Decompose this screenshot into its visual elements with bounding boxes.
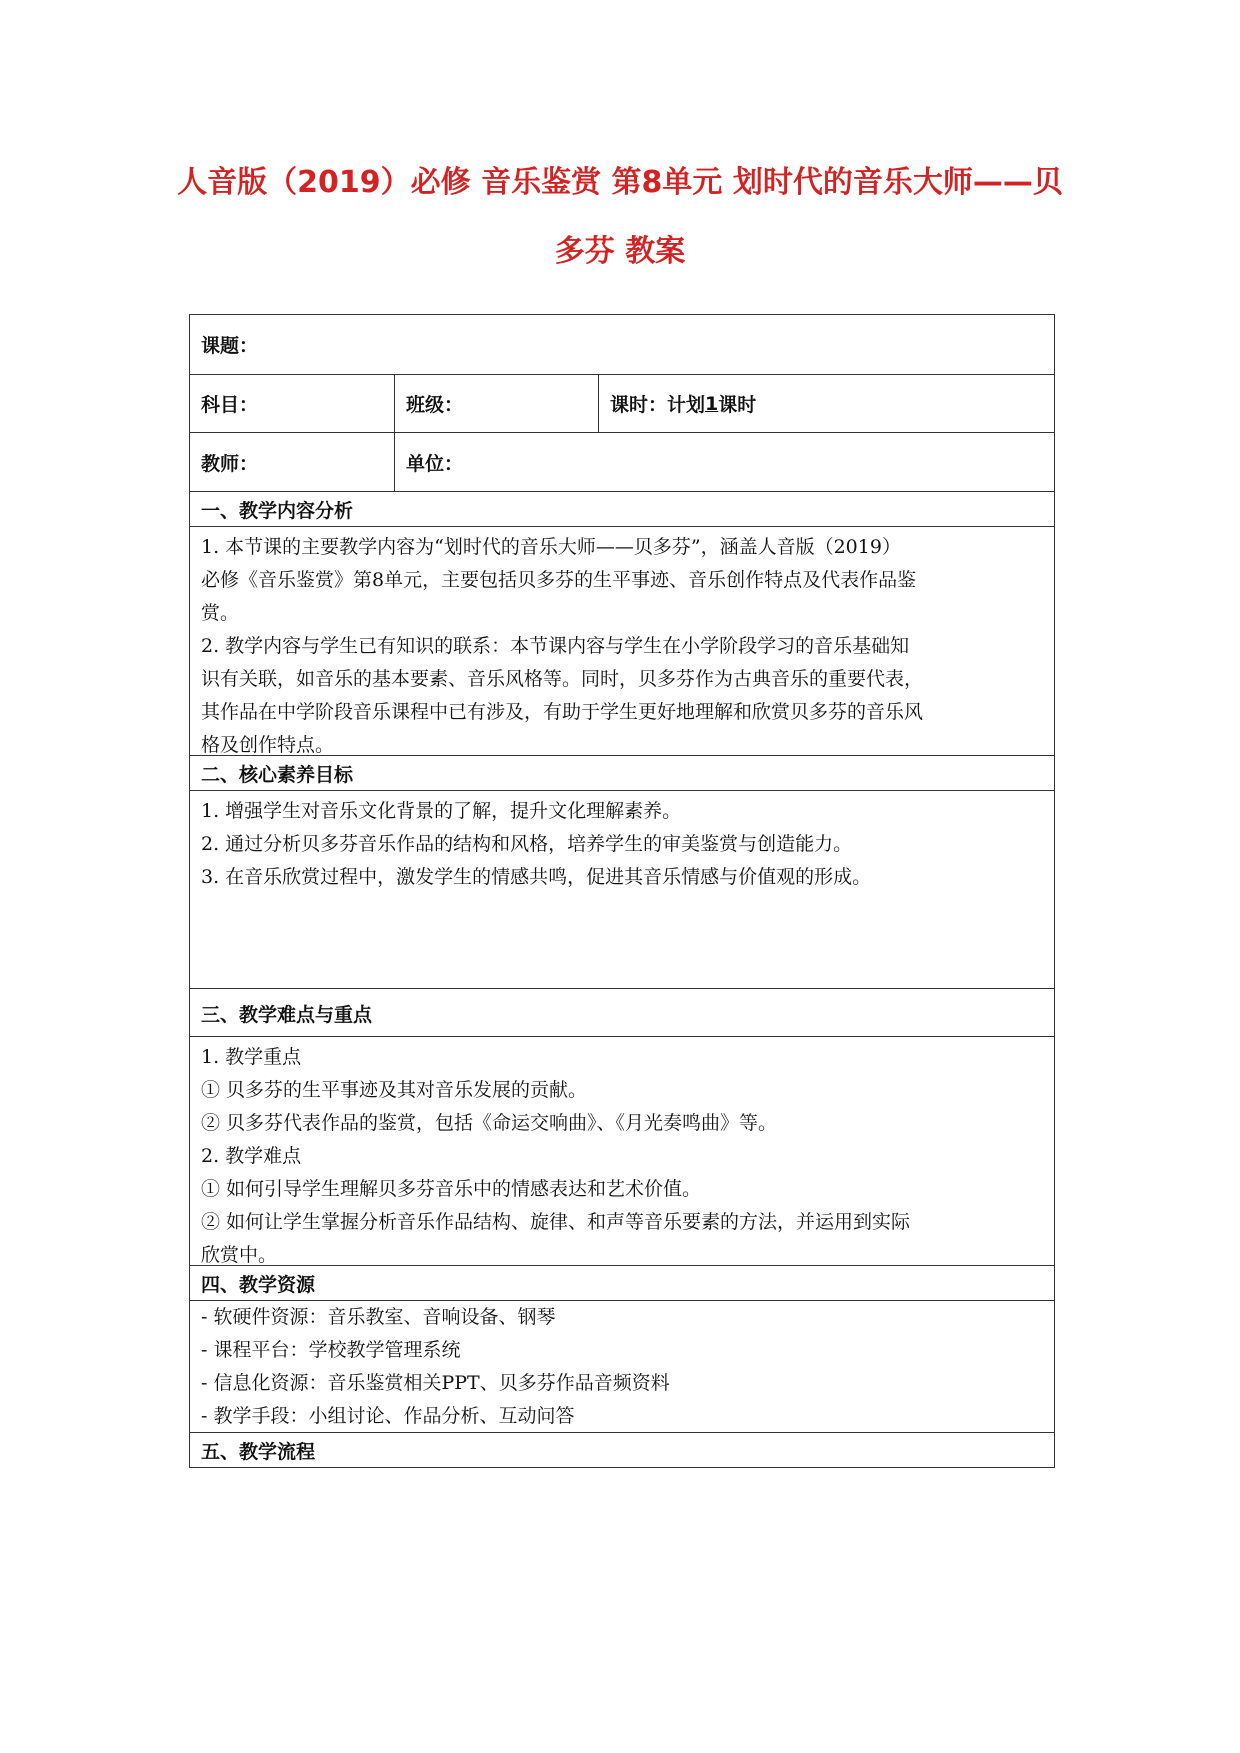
text-line: ② 如何让学生掌握分析音乐作品结构、旋律、和声等音乐要素的方法，并运用到实际 — [201, 1211, 911, 1233]
document-title — [170, 148, 1070, 286]
section-body — [190, 527, 934, 755]
title-line-1: 人音版（2019）必修 音乐鉴赏 第8单元 划时代的音乐大师——贝 — [177, 165, 1063, 200]
section-body — [190, 791, 882, 988]
section-3-body-row — [190, 1037, 1054, 1266]
text-line: ① 如何引导学生理解贝多芬音乐中的情感表达和艺术价值。 — [201, 1178, 702, 1200]
class-label: 班级： — [394, 375, 598, 432]
text-line: 必修《音乐鉴赏》第8单元，主要包括贝多芬的生平事迹、音乐创作特点及代表作品鉴 — [201, 569, 917, 591]
info-row-1 — [190, 375, 1054, 433]
text-line: 1. 本节课的主要教学内容为“划时代的音乐大师——贝多芬”，涵盖人音版（2019） — [201, 536, 901, 558]
section-heading: 四、教学资源 — [201, 1273, 316, 1296]
unit-label: 单位： — [394, 433, 1054, 491]
section-heading: 五、教学流程 — [201, 1440, 316, 1463]
text-line: ② 贝多芬代表作品的鉴赏，包括《命运交响曲》、《月光奏鸣曲》等。 — [201, 1112, 778, 1134]
text-line: - 软硬件资源：音乐教室、音响设备、钢琴 — [201, 1306, 556, 1328]
text-line: 1. 教学重点 — [201, 1046, 302, 1068]
section-heading: 二、核心素养目标 — [201, 763, 354, 786]
section-5-heading-row — [190, 1433, 1054, 1467]
teacher-label: 教师： — [201, 452, 259, 475]
text-line: 1. 增强学生对音乐文化背景的了解，提升文化理解素养。 — [201, 800, 682, 822]
topic-row — [190, 315, 1054, 375]
info-row-2 — [190, 433, 1054, 492]
text-line: 欣赏中。 — [201, 1244, 278, 1266]
hours-prefix: 课时：计划 — [610, 394, 706, 416]
text-line: 3. 在音乐欣赏过程中，激发学生的情感共鸣，促进其音乐情感与价值观的形成。 — [201, 866, 872, 888]
section-1-body-row — [190, 527, 1054, 756]
text-line: - 课程平台：学校教学管理系统 — [201, 1339, 461, 1361]
text-line: 其作品在中学阶段音乐课程中已有涉及，有助于学生更好地理解和欣赏贝多芬的音乐风 — [201, 701, 924, 723]
text-line: 赏。 — [201, 602, 240, 624]
lesson-plan-table — [189, 314, 1055, 1468]
section-heading: 一、教学内容分析 — [201, 499, 354, 522]
section-1-heading-row — [190, 492, 1054, 527]
text-line: 格及创作特点。 — [201, 734, 335, 756]
section-2-body-row — [190, 791, 1054, 989]
text-line: 2. 教学难点 — [201, 1145, 302, 1167]
text-line: 2. 通过分析贝多芬音乐作品的结构和风格，培养学生的审美鉴赏与创造能力。 — [201, 833, 853, 855]
section-body — [190, 1301, 681, 1432]
subject-label: 科目： — [201, 394, 259, 416]
text-line: 2. 教学内容与学生已有知识的联系：本节课内容与学生在小学阶段学习的音乐基础知 — [201, 635, 910, 657]
text-line: ① 贝多芬的生平事迹及其对音乐发展的贡献。 — [201, 1079, 588, 1101]
hours-value: 1 — [705, 392, 719, 415]
title-line-2: 多芬 教案 — [554, 234, 686, 269]
section-body — [190, 1037, 921, 1265]
class-hours — [598, 375, 1054, 432]
text-line: - 教学手段：小组讨论、作品分析、互动问答 — [201, 1405, 575, 1427]
text-line: 识有关联，如音乐的基本要素、音乐风格等。同时，贝多芬作为古典音乐的重要代表， — [201, 668, 924, 690]
section-3-heading-row — [190, 989, 1054, 1037]
hours-suffix: 课时 — [718, 394, 757, 416]
section-4-body-row — [190, 1301, 1054, 1433]
text-line: - 信息化资源：音乐鉴赏相关PPT、贝多芬作品音频资料 — [201, 1372, 670, 1394]
section-heading: 三、教学难点与重点 — [201, 1003, 373, 1026]
topic-label: 课题： — [201, 335, 259, 357]
